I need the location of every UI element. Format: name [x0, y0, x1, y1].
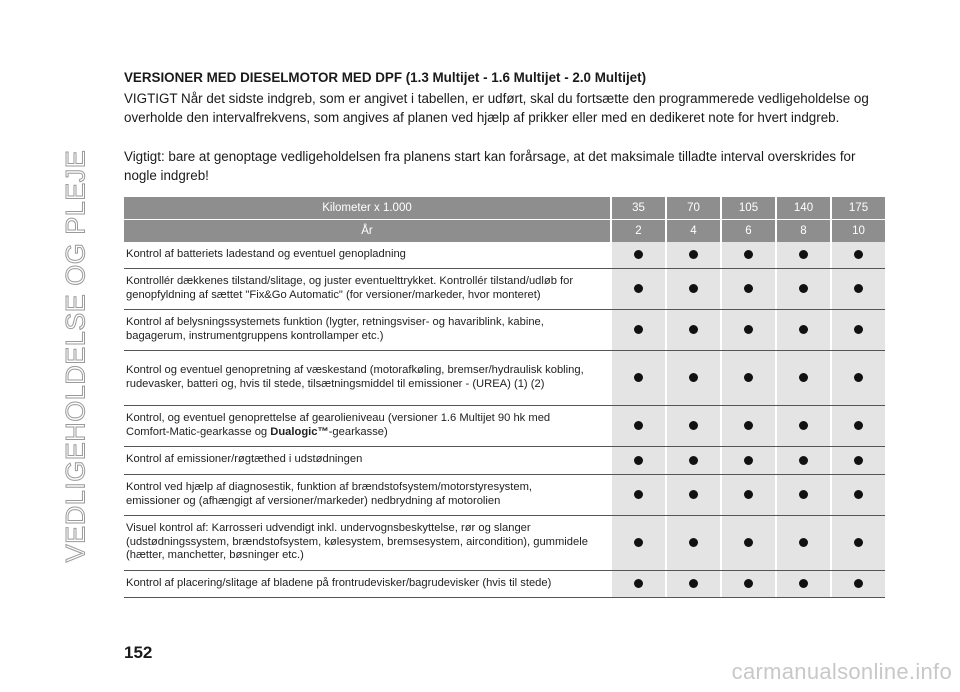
header-km-label: Kilometer x 1.000: [124, 197, 610, 220]
table-row: [124, 406, 885, 447]
table-row: [124, 516, 885, 571]
watermark: carmanualsonline.info: [731, 659, 952, 684]
interval-cell: [722, 516, 775, 571]
check-dot-icon: [689, 456, 698, 465]
side-title-text: VEDLIGEHOLDELSE OG PLEJE: [60, 149, 91, 563]
check-dot-icon: [689, 284, 698, 293]
interval-cell: [777, 447, 830, 475]
interval-cell: [777, 571, 830, 598]
check-dot-icon: [854, 579, 863, 588]
check-dot-icon: [689, 538, 698, 547]
table-row: [124, 269, 885, 310]
check-dot-icon: [634, 421, 643, 430]
interval-cell: [612, 406, 665, 447]
interval-cell: [612, 475, 665, 516]
check-dot-icon: [744, 490, 753, 499]
interval-cell: [777, 310, 830, 351]
table-row: [124, 447, 885, 475]
check-dot-icon: [799, 284, 808, 293]
check-dot-icon: [634, 579, 643, 588]
interval-cell: [722, 242, 775, 269]
note-paragraph-warning: Vigtigt: bare at genoptage vedligeholdelsen fra planens start kan forårsage, at det maksimale tilladte interval overskrides for nogle indgreb!: [124, 149, 856, 183]
interval-cell: [612, 447, 665, 475]
check-dot-icon: [689, 490, 698, 499]
row-description: Kontrol af emissioner/røgtæthed i udstødningen: [124, 447, 610, 475]
interval-cell: [722, 351, 775, 406]
check-dot-icon: [799, 579, 808, 588]
header-year-value: 8: [777, 220, 830, 242]
check-dot-icon: [854, 284, 863, 293]
page-number: 152: [124, 643, 153, 662]
header-year-label: År: [124, 220, 610, 242]
interval-cell: [832, 571, 885, 598]
table-row: [124, 475, 885, 516]
header-year-value: 10: [832, 220, 885, 242]
interval-cell: [777, 475, 830, 516]
check-dot-icon: [689, 373, 698, 382]
check-dot-icon: [634, 490, 643, 499]
check-dot-icon: [744, 579, 753, 588]
check-dot-icon: [799, 325, 808, 334]
check-dot-icon: [854, 538, 863, 547]
interval-cell: [777, 406, 830, 447]
interval-cell: [722, 475, 775, 516]
check-dot-icon: [854, 250, 863, 259]
row-description: [124, 406, 610, 447]
row-description: Kontrollér dækkenes tilstand/slitage, og juster eventuelttrykket. Kontrollér tilstand/udløb for genopfyldning af sættet "Fix&Go Automatic" (for versioner/markeder, hvor monteret): [124, 269, 610, 310]
header-km-value: 35: [612, 197, 665, 220]
check-dot-icon: [689, 421, 698, 430]
check-dot-icon: [799, 490, 808, 499]
interval-cell: [612, 269, 665, 310]
interval-cell: [722, 571, 775, 598]
section-heading: VERSIONER MED DIESELMOTOR MED DPF (1.3 Multijet - 1.6 Multijet - 2.0 Multijet): [124, 70, 647, 85]
interval-cell: [777, 242, 830, 269]
interval-cell: [777, 269, 830, 310]
interval-cell: [722, 269, 775, 310]
check-dot-icon: [744, 284, 753, 293]
check-dot-icon: [689, 579, 698, 588]
interval-cell: [832, 516, 885, 571]
check-dot-icon: [689, 250, 698, 259]
check-dot-icon: [799, 250, 808, 259]
header-year-value: 6: [722, 220, 775, 242]
table-row: [124, 310, 885, 351]
check-dot-icon: [854, 373, 863, 382]
check-dot-icon: [689, 325, 698, 334]
brand-name: Dualogic™: [270, 425, 329, 438]
row-text-part: Kontrol, og eventuel genoprettelse af gearolieniveau (versioner 1.6 Multijet 90 hk med Comfort-Matic-gearkasse og: [126, 412, 551, 438]
note-paragraph-important: VIGTIGT Når det sidste indgreb, som er angivet i tabellen, er udført, skal du fortsætte den programmerede vedligeholdelse og overholde den intervalfrekvens, som angives af planen ved hjælp af prikker eller med en dedikeret note for hvert indgreb.: [124, 91, 869, 125]
check-dot-icon: [799, 456, 808, 465]
interval-cell: [612, 516, 665, 571]
header-km-value: 140: [777, 197, 830, 220]
check-dot-icon: [744, 325, 753, 334]
check-dot-icon: [744, 421, 753, 430]
check-dot-icon: [634, 456, 643, 465]
check-dot-icon: [744, 250, 753, 259]
table-row: [124, 351, 885, 406]
interval-cell: [832, 351, 885, 406]
interval-cell: [667, 310, 720, 351]
check-dot-icon: [854, 490, 863, 499]
row-text-part: -gearkasse): [328, 425, 388, 438]
interval-cell: [832, 269, 885, 310]
interval-cell: [832, 406, 885, 447]
check-dot-icon: [799, 538, 808, 547]
check-dot-icon: [799, 373, 808, 382]
interval-cell: [832, 475, 885, 516]
interval-cell: [722, 447, 775, 475]
row-description: Kontrol af placering/slitage af bladene på frontrudevisker/bagrudevisker (hvis til stede): [124, 571, 610, 598]
check-dot-icon: [634, 373, 643, 382]
check-dot-icon: [854, 456, 863, 465]
header-row-year: [124, 220, 885, 242]
interval-cell: [667, 571, 720, 598]
header-km-value: 105: [722, 197, 775, 220]
check-dot-icon: [799, 421, 808, 430]
check-dot-icon: [634, 538, 643, 547]
maintenance-schedule-table: [124, 197, 885, 598]
row-description: Kontrol og eventuel genopretning af væskestand (motorafkøling, bremser/hydraulisk kobling, rudevasker, batteri og, hvis til stede, tilsætningsmiddel til emissioner - (UREA) (1) (2): [124, 351, 610, 406]
interval-cell: [832, 242, 885, 269]
interval-cell: [722, 406, 775, 447]
interval-cell: [832, 310, 885, 351]
table-row: [124, 571, 885, 598]
header-year-value: 2: [612, 220, 665, 242]
interval-cell: [777, 516, 830, 571]
header-row-km: [124, 197, 885, 220]
interval-cell: [667, 269, 720, 310]
row-description: Kontrol af belysningssystemets funktion (lygter, retningsviser- og havariblink, kabine, bagagerum, instrumentgruppens kontrollamper etc.): [124, 310, 610, 351]
check-dot-icon: [634, 250, 643, 259]
header-km-value: 70: [667, 197, 720, 220]
row-description: Kontrol ved hjælp af diagnosestik, funktion af brændstofsystem/motorstyresystem, emissioner og (afhængigt af versioner/markeder) nedbrydning af motorolien: [124, 475, 610, 516]
check-dot-icon: [744, 373, 753, 382]
interval-cell: [612, 310, 665, 351]
interval-cell: [667, 242, 720, 269]
row-description: Visuel kontrol af: Karrosseri udvendigt inkl. undervognsbeskyttelse, rør og slanger (udstødningssystem, brændstofsystem, kølesystem, bremsesystem, aircondition), gummidele (hætter, manchetter, bøsninger etc.): [124, 516, 610, 571]
header-km-value: 175: [832, 197, 885, 220]
interval-cell: [667, 516, 720, 571]
check-dot-icon: [744, 538, 753, 547]
interval-cell: [667, 351, 720, 406]
interval-cell: [667, 475, 720, 516]
check-dot-icon: [634, 284, 643, 293]
header-year-value: 4: [667, 220, 720, 242]
interval-cell: [832, 447, 885, 475]
check-dot-icon: [854, 325, 863, 334]
interval-cell: [612, 571, 665, 598]
row-description: Kontrol af batteriets ladestand og eventuel genopladning: [124, 242, 610, 269]
check-dot-icon: [854, 421, 863, 430]
interval-cell: [612, 242, 665, 269]
interval-cell: [722, 310, 775, 351]
interval-cell: [667, 406, 720, 447]
interval-cell: [612, 351, 665, 406]
table-row: [124, 242, 885, 269]
interval-cell: [667, 447, 720, 475]
check-dot-icon: [634, 325, 643, 334]
interval-cell: [777, 351, 830, 406]
check-dot-icon: [744, 456, 753, 465]
